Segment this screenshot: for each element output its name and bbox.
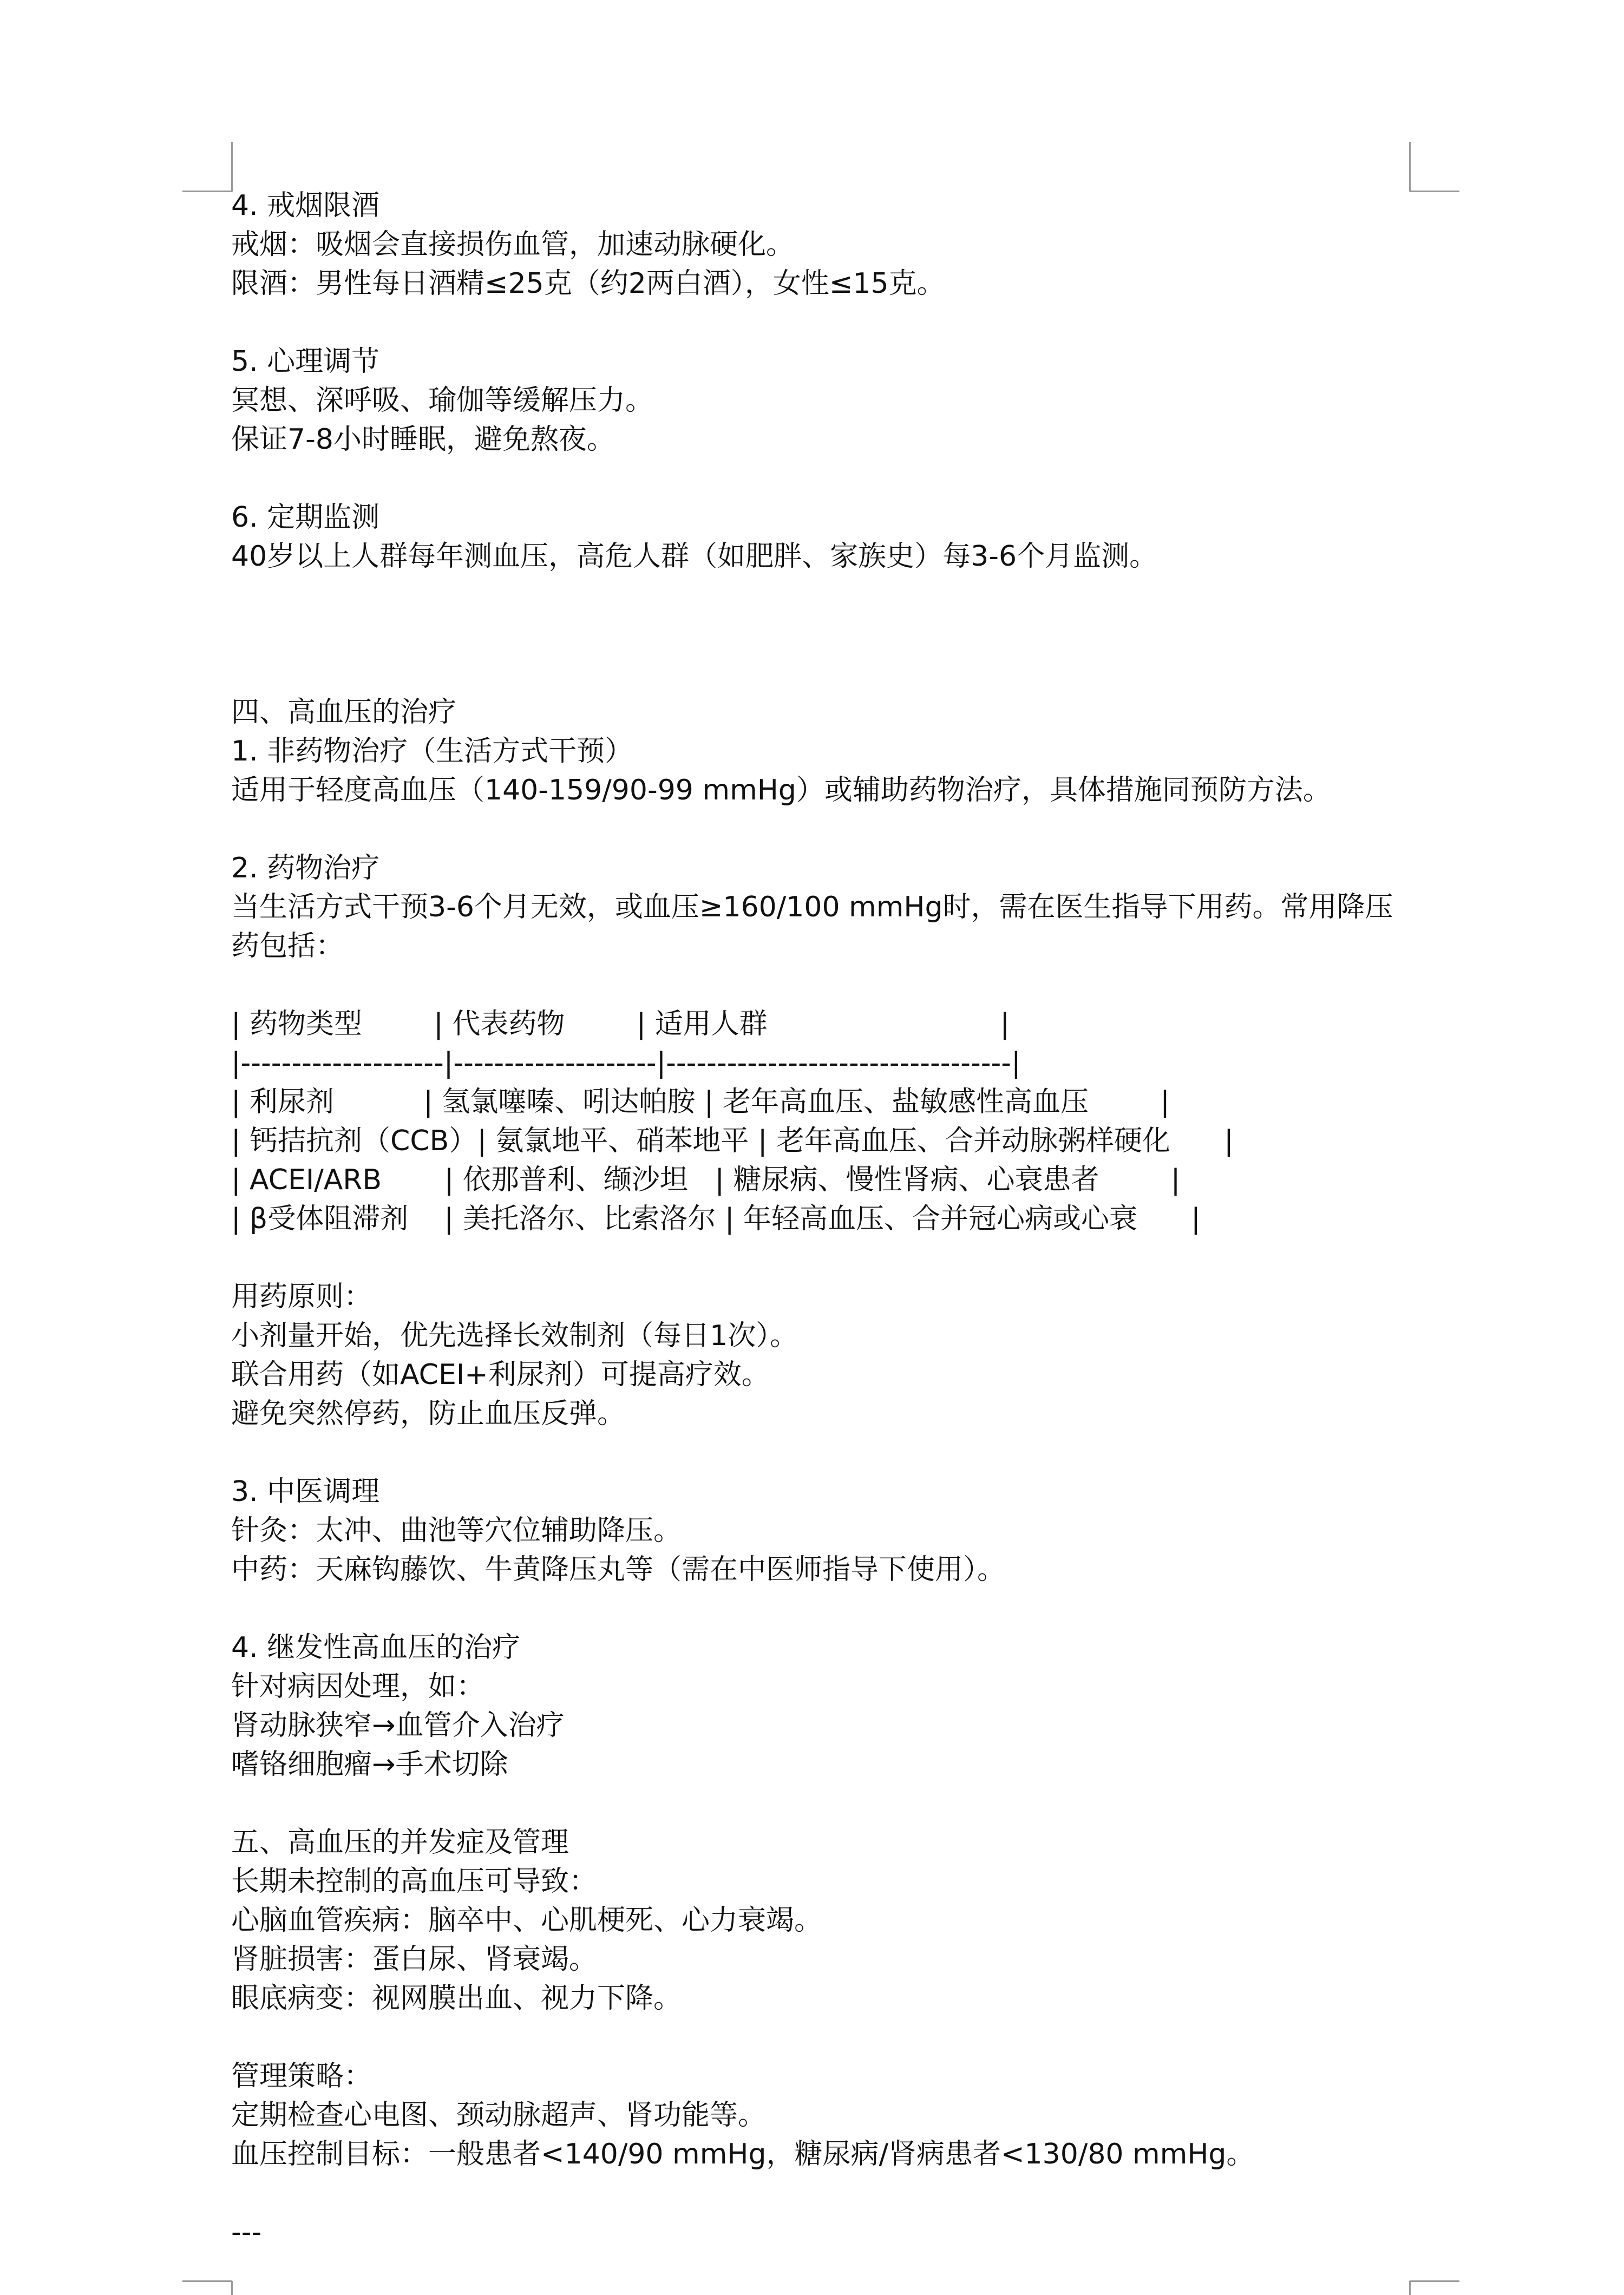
subsection-title: 管理策略： — [231, 2060, 372, 2093]
spacer — [231, 1589, 1411, 1628]
list-item: 嗜铬细胞瘤→手术切除 — [231, 1748, 508, 1781]
section-title: 4. 继发性高血压的治疗 — [231, 1631, 521, 1664]
spacer — [231, 2174, 1411, 2213]
spacer — [231, 966, 1411, 1005]
crop-mark-top-left-v — [231, 142, 233, 192]
paragraph-line: 40岁以上人群每年测血压，高危人群（如肥胖、家族史）每3-6个月监测。 — [231, 540, 1158, 573]
list-item: 眼底病变：视网膜出血、视力下降。 — [231, 1982, 682, 2015]
chapter-heading: 五、高血压的并发症及管理 — [231, 1826, 569, 1859]
crop-mark-bottom-left-h — [182, 2280, 232, 2282]
crop-mark-top-left-h — [182, 191, 232, 192]
section-title: 2. 药物治疗 — [231, 852, 380, 884]
table-row: | 钙拮抗剂（CCB）| 氨氯地平、硝苯地平 | 老年高血压、合并动脉粥样硬化 | — [231, 1125, 1234, 1157]
paragraph-line: 中药：天麻钩藤饮、牛黄降压丸等（需在中医师指导下使用）。 — [231, 1553, 1006, 1586]
list-item: 肾动脉狭窄→血管介入治疗 — [231, 1709, 565, 1742]
section-title: 1. 非药物治疗（生活方式干预） — [231, 735, 633, 768]
list-item: 定期检查心电图、颈动脉超声、肾功能等。 — [231, 2099, 767, 2132]
separator-text: --- — [231, 2216, 262, 2248]
paragraph-line: 限酒：男性每日酒精≤25克（约2两白酒），女性≤15克。 — [231, 267, 945, 300]
table-divider-row: |--------------------|--------------------|----------------------------------| — [231, 1047, 1021, 1079]
crop-mark-top-right-h — [1410, 191, 1459, 192]
paragraph-line: 当生活方式干预3-6个月无效，或血压≥160/100 mmHg时，需在医生指导下用药。常用降压药包括： — [231, 891, 1393, 962]
spacer — [231, 1784, 1411, 1823]
list-item: 避免突然停药，防止血压反弹。 — [231, 1398, 626, 1430]
list-item: 心脑血管疾病：脑卒中、心肌梗死、心力衰竭。 — [231, 1904, 823, 1937]
paragraph-line: 适用于轻度高血压（140-159/90-99 mmHg）或辅助药物治疗，具体措施同预防方法。 — [231, 774, 1331, 806]
spacer — [231, 1433, 1411, 1472]
crop-mark-top-right-v — [1409, 142, 1411, 192]
chapter-heading: 四、高血压的治疗 — [231, 696, 457, 729]
crop-mark-bottom-left-v — [231, 2281, 233, 2295]
list-item: 肾脏损害：蛋白尿、肾衰竭。 — [231, 1943, 598, 1976]
section-title: 4. 戒烟限酒 — [231, 189, 380, 222]
paragraph-line: 冥想、深呼吸、瑜伽等缓解压力。 — [231, 384, 654, 417]
section-title: 3. 中医调理 — [231, 1476, 380, 1508]
table-row: | β受体阻滞剂 | 美托洛尔、比索洛尔 | 年轻高血压、合并冠心病或心衰 | — [231, 1203, 1201, 1235]
crop-mark-bottom-right-v — [1409, 2281, 1411, 2295]
spacer — [231, 2018, 1411, 2057]
table-row: | ACEI/ARB | 依那普利、缬沙坦 | 糖尿病、慢性肾病、心衰患者 | — [231, 1164, 1181, 1196]
crop-mark-bottom-right-h — [1410, 2280, 1459, 2282]
drug-table — [231, 1005, 1411, 1238]
paragraph-line: 针对病因处理，如： — [231, 1670, 485, 1703]
paragraph-line: 保证7-8小时睡眠，避免熬夜。 — [231, 423, 615, 456]
table-row: | 利尿剂 | 氢氯噻嗪、吲达帕胺 | 老年高血压、盐敏感性高血压 | — [231, 1086, 1170, 1118]
list-item: 血压控制目标：一般患者<140/90 mmHg，糖尿病/肾病患者<130/80 mmHg。 — [231, 2138, 1255, 2171]
list-item: 小剂量开始，优先选择长效制剂（每日1次）。 — [231, 1320, 798, 1352]
table-header-row: | 药物类型 | 代表药物 | 适用人群 | — [231, 1008, 1010, 1040]
paragraph-line: 长期未控制的高血压可导致： — [231, 1865, 598, 1898]
paragraph-line: 针灸：太冲、曲池等穴位辅助降压。 — [231, 1514, 682, 1547]
section-title: 5. 心理调节 — [231, 345, 380, 378]
document-body — [231, 186, 1411, 2252]
spacer — [231, 459, 1411, 498]
subsection-title: 用药原则： — [231, 1281, 372, 1313]
spacer — [231, 1238, 1411, 1277]
paragraph-line: 戒烟：吸烟会直接损伤血管，加速动脉硬化。 — [231, 228, 795, 261]
list-item: 联合用药（如ACEI+利尿剂）可提高疗效。 — [231, 1359, 770, 1391]
spacer — [231, 303, 1411, 342]
section-title: 6. 定期监测 — [231, 501, 380, 534]
spacer — [231, 810, 1411, 849]
spacer — [231, 576, 1411, 693]
